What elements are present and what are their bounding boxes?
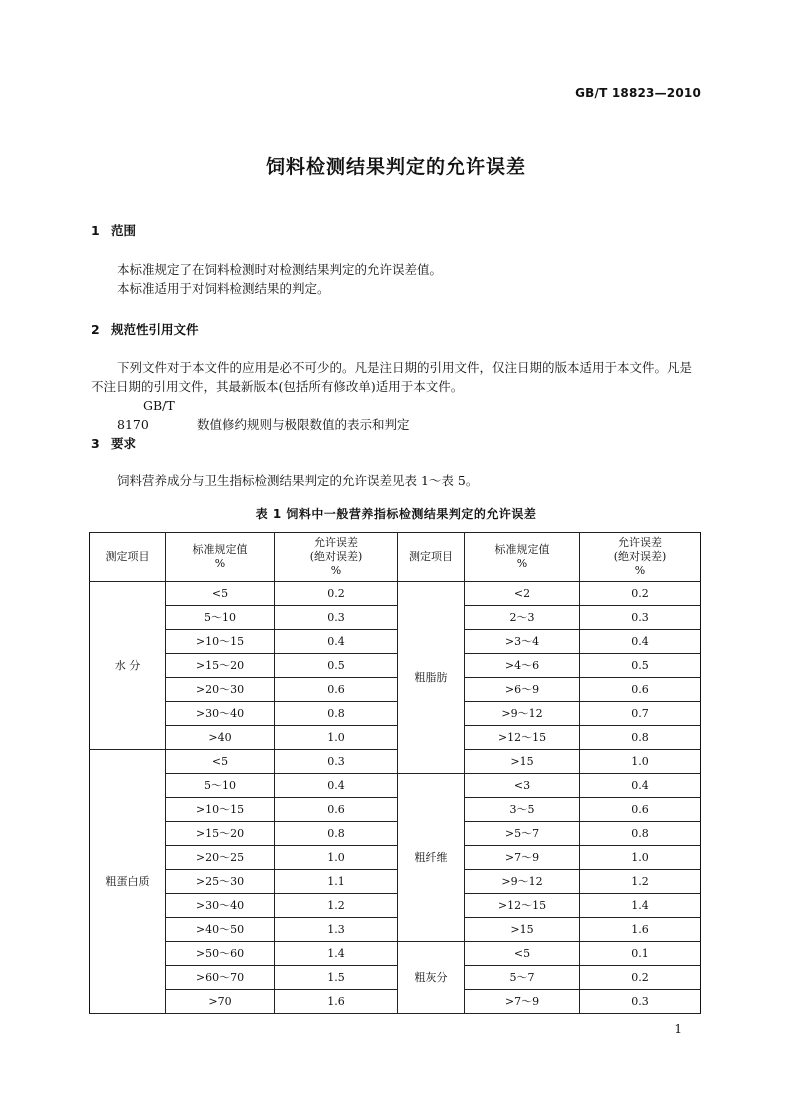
range-cell: <5 bbox=[465, 942, 580, 966]
tolerance-cell: 1.4 bbox=[580, 894, 701, 918]
range-cell: <2 bbox=[465, 582, 580, 606]
range-cell: 5～10 bbox=[166, 606, 275, 630]
normative-reference bbox=[91, 396, 703, 434]
range-cell: >9～12 bbox=[465, 870, 580, 894]
range-cell: >12～15 bbox=[465, 894, 580, 918]
tolerance-cell: 0.2 bbox=[580, 966, 701, 990]
table-row bbox=[90, 942, 701, 966]
tolerance-cell: 0.4 bbox=[275, 774, 398, 798]
range-cell: >15～20 bbox=[166, 822, 275, 846]
range-cell: >12～15 bbox=[465, 726, 580, 750]
table-row bbox=[90, 990, 701, 1014]
table-row bbox=[90, 798, 701, 822]
range-cell: >50～60 bbox=[166, 942, 275, 966]
tolerance-cell: 0.3 bbox=[580, 606, 701, 630]
item-ash: 粗灰分 bbox=[398, 942, 465, 1014]
table-row bbox=[90, 678, 701, 702]
table-row bbox=[90, 630, 701, 654]
range-cell: 2～3 bbox=[465, 606, 580, 630]
range-cell: >10～15 bbox=[166, 630, 275, 654]
table-caption: 表 1 饲料中一般营养指标检测结果判定的允许误差 bbox=[255, 507, 537, 521]
tolerance-cell: 1.0 bbox=[580, 750, 701, 774]
range-cell: >20～25 bbox=[166, 846, 275, 870]
tolerance-cell: 0.3 bbox=[580, 990, 701, 1014]
header-tolerance: 允许误差 (绝对误差) % bbox=[580, 533, 701, 582]
table-row bbox=[90, 702, 701, 726]
header-tolerance: 允许误差 (绝对误差) % bbox=[275, 533, 398, 582]
section-3-body bbox=[91, 471, 703, 490]
tolerance-cell: 0.6 bbox=[275, 678, 398, 702]
tolerance-cell: 0.3 bbox=[275, 750, 398, 774]
section-number: 2 bbox=[91, 322, 100, 337]
table-row bbox=[90, 774, 701, 798]
tolerance-cell: 0.6 bbox=[580, 678, 701, 702]
tolerance-cell: 1.3 bbox=[275, 918, 398, 942]
range-cell: >4～6 bbox=[465, 654, 580, 678]
tolerance-cell: 0.5 bbox=[275, 654, 398, 678]
tolerance-cell: 0.5 bbox=[580, 654, 701, 678]
table-row bbox=[90, 654, 701, 678]
tolerance-cell: 1.5 bbox=[275, 966, 398, 990]
range-cell: >9～12 bbox=[465, 702, 580, 726]
scope-line-2: 本标准适用于对饲料检测结果的判定。 bbox=[117, 281, 330, 296]
scope-line-1: 本标准规定了在饲料检测时对检测结果判定的允许误差值。 bbox=[117, 262, 443, 277]
range-cell: >15～20 bbox=[166, 654, 275, 678]
tolerance-cell: 1.4 bbox=[275, 942, 398, 966]
requirements-paragraph: 饲料营养成分与卫生指标检测结果判定的允许误差见表 1～表 5。 bbox=[117, 473, 479, 488]
standard-number: GB/T 18823—2010 bbox=[575, 86, 701, 100]
tolerance-cell: 0.8 bbox=[275, 702, 398, 726]
tolerance-cell: 0.4 bbox=[580, 630, 701, 654]
table-row bbox=[90, 606, 701, 630]
range-cell: >30～40 bbox=[166, 894, 275, 918]
tolerance-cell: 0.6 bbox=[275, 798, 398, 822]
table-row bbox=[90, 582, 701, 606]
item-fiber: 粗纤维 bbox=[398, 774, 465, 942]
tolerance-cell: 0.7 bbox=[580, 702, 701, 726]
table-row bbox=[90, 966, 701, 990]
section-number: 1 bbox=[91, 223, 100, 238]
header-item: 测定项目 bbox=[90, 533, 166, 582]
item-moisture: 水 分 bbox=[90, 582, 166, 750]
section-3-heading bbox=[91, 434, 136, 452]
range-cell: <5 bbox=[166, 750, 275, 774]
range-cell: >20～30 bbox=[166, 678, 275, 702]
tolerance-cell: 0.8 bbox=[580, 822, 701, 846]
tolerance-cell: 1.2 bbox=[580, 870, 701, 894]
tolerance-cell: 1.0 bbox=[275, 846, 398, 870]
table-row bbox=[90, 846, 701, 870]
tolerance-cell: 0.4 bbox=[275, 630, 398, 654]
table-header-row bbox=[90, 533, 701, 582]
table-row bbox=[90, 894, 701, 918]
tolerance-cell: 1.0 bbox=[275, 726, 398, 750]
range-cell: <3 bbox=[465, 774, 580, 798]
tolerance-cell: 0.2 bbox=[580, 582, 701, 606]
reference-title: 数值修约规则与极限数值的表示和判定 bbox=[197, 417, 410, 432]
header-standard: 标准规定值 % bbox=[166, 533, 275, 582]
section-2-heading bbox=[91, 320, 199, 338]
tolerance-cell: 0.4 bbox=[580, 774, 701, 798]
reference-code: GB/T 8170 bbox=[117, 398, 175, 432]
range-cell: >70 bbox=[166, 990, 275, 1014]
range-cell: 5～10 bbox=[166, 774, 275, 798]
header-standard: 标准规定值 % bbox=[465, 533, 580, 582]
range-cell: >7～9 bbox=[465, 990, 580, 1014]
range-cell: >40 bbox=[166, 726, 275, 750]
range-cell: <5 bbox=[166, 582, 275, 606]
section-1-body bbox=[91, 260, 703, 298]
tolerance-cell: 1.6 bbox=[275, 990, 398, 1014]
table-row bbox=[90, 822, 701, 846]
range-cell: >15 bbox=[465, 750, 580, 774]
table-row bbox=[90, 870, 701, 894]
section-1-heading bbox=[91, 221, 136, 239]
range-cell: >3～4 bbox=[465, 630, 580, 654]
tolerance-cell: 0.8 bbox=[275, 822, 398, 846]
range-cell: >10～15 bbox=[166, 798, 275, 822]
table-row bbox=[90, 918, 701, 942]
range-cell: >40～50 bbox=[166, 918, 275, 942]
item-protein: 粗蛋白质 bbox=[90, 750, 166, 1014]
normative-paragraph: 下列文件对于本文件的应用是必不可少的。凡是注日期的引用文件，仅注日期的版本适用于本文件。凡是不注日期的引用文件，其最新版本(包括所有修改单)适用于本文件。 bbox=[91, 360, 693, 394]
section-title: 规范性引用文件 bbox=[111, 322, 199, 337]
tolerance-table bbox=[89, 532, 701, 1014]
range-cell: >15 bbox=[465, 918, 580, 942]
tolerance-cell: 0.8 bbox=[580, 726, 701, 750]
table-row bbox=[90, 750, 701, 774]
table-row bbox=[90, 726, 701, 750]
section-number: 3 bbox=[91, 436, 100, 451]
header-item: 测定项目 bbox=[398, 533, 465, 582]
range-cell: >5～7 bbox=[465, 822, 580, 846]
page-number: 1 bbox=[674, 1022, 682, 1036]
tolerance-cell: 0.2 bbox=[275, 582, 398, 606]
tolerance-cell: 1.2 bbox=[275, 894, 398, 918]
tolerance-cell: 1.1 bbox=[275, 870, 398, 894]
tolerance-cell: 0.6 bbox=[580, 798, 701, 822]
range-cell: >60～70 bbox=[166, 966, 275, 990]
range-cell: 3～5 bbox=[465, 798, 580, 822]
tolerance-cell: 0.1 bbox=[580, 942, 701, 966]
range-cell: >6～9 bbox=[465, 678, 580, 702]
range-cell: 5～7 bbox=[465, 966, 580, 990]
section-title: 范围 bbox=[111, 223, 137, 238]
range-cell: >7～9 bbox=[465, 846, 580, 870]
section-title: 要求 bbox=[111, 436, 137, 451]
tolerance-cell: 0.3 bbox=[275, 606, 398, 630]
tolerance-cell: 1.0 bbox=[580, 846, 701, 870]
section-2-body bbox=[91, 358, 703, 434]
range-cell: >25～30 bbox=[166, 870, 275, 894]
tolerance-cell: 1.6 bbox=[580, 918, 701, 942]
document-title: 饲料检测结果判定的允许误差 bbox=[265, 156, 526, 178]
item-fat: 粗脂肪 bbox=[398, 582, 465, 774]
range-cell: >30～40 bbox=[166, 702, 275, 726]
